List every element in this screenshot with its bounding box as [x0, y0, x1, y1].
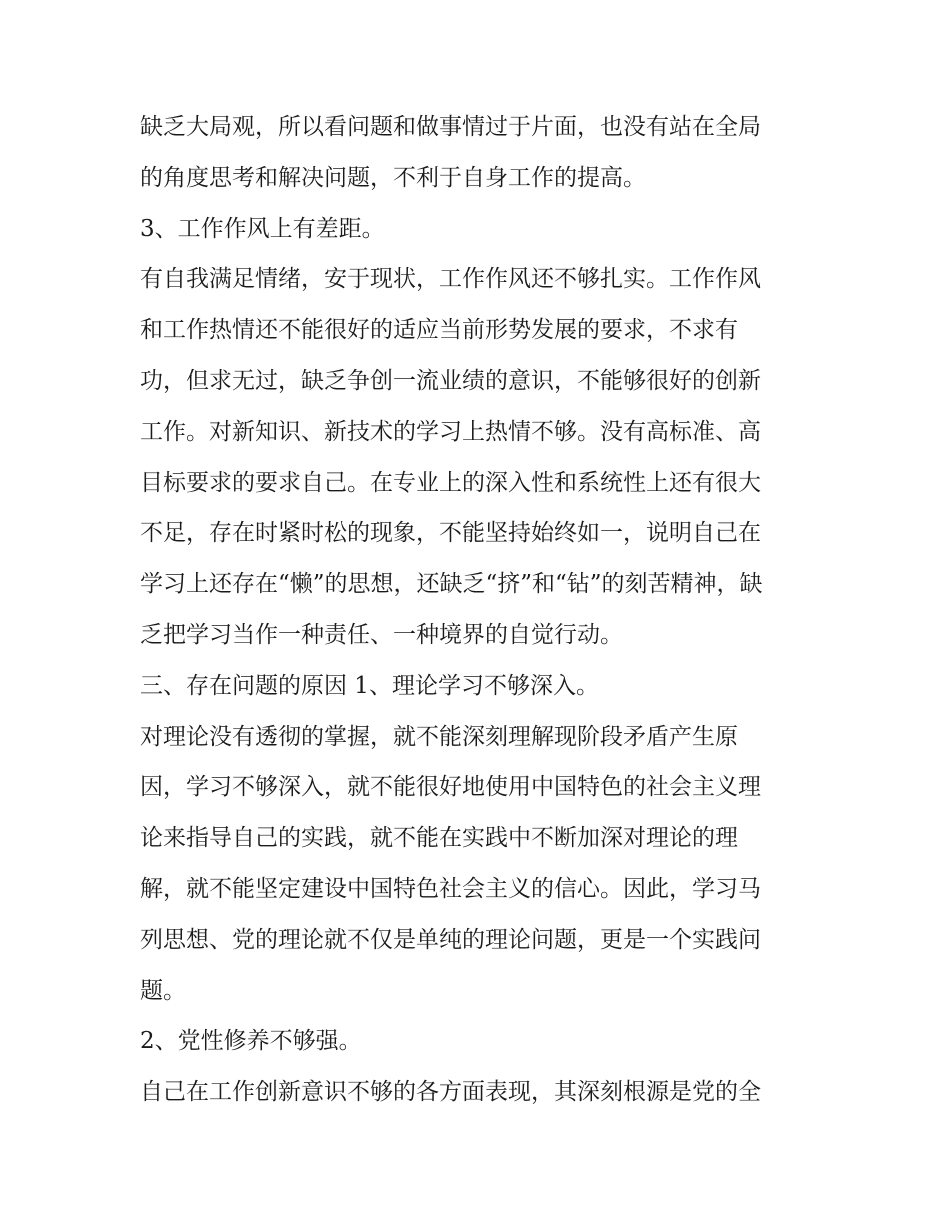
text-line-17: 列思想、党的理论就不仅是单纯的理论问题，更是一个实践问 [140, 926, 761, 953]
text-line-20: 自己在工作创新意识不够的各方面表现，其深刻根源是党的全 [140, 1079, 761, 1106]
text-line-10: 学习上还存在“懒”的思想，还缺乏“挤”和“钻”的刻苦精神，缺 [140, 571, 763, 598]
text-line-6: 功，但求无过，缺乏争创一流业绩的意识，不能够很好的创新 [140, 367, 761, 394]
text-line-4: 有自我满足情绪，安于现状，工作作风还不够扎实。工作作风 [140, 266, 761, 293]
text-line-13: 对理论没有透彻的掌握，就不能深刻理解现阶段矛盾产生原 [140, 723, 738, 750]
text-line-8: 目标要求的要求自己。在专业上的深入性和系统性上还有很大 [140, 469, 761, 496]
text-line-9: 不足，存在时紧时松的现象，不能坚持始终如一，说明自己在 [140, 520, 761, 547]
section-heading-reasons: 三、存在问题的原因 1、理论学习不够深入。 [140, 672, 599, 699]
text-line-15: 论来指导自己的实践，就不能在实践中不断加深对理论的理 [140, 825, 738, 852]
section-heading-2: 2、党性修养不够强。 [140, 1028, 362, 1055]
text-line-11: 乏把学习当作一种责任、一种境界的自觉行动。 [140, 621, 623, 648]
text-line-16: 解，就不能坚定建设中国特色社会主义的信心。因此，学习马 [140, 875, 761, 902]
text-line-14: 因，学习不够深入，就不能很好地使用中国特色的社会主义理 [140, 774, 761, 801]
text-line-2: 的角度思考和解决问题，不利于自身工作的提高。 [140, 164, 646, 191]
text-line-1: 缺乏大局观，所以看问题和做事情过于片面，也没有站在全局 [140, 114, 761, 140]
document-body [140, 102, 820, 1118]
text-line-18: 题。 [140, 977, 186, 1004]
text-line-7: 工作。对新知识、新技术的学习上热情不够。没有高标准、高 [140, 418, 761, 445]
section-heading-3: 3、工作作风上有差距。 [140, 215, 385, 242]
text-line-5: 和工作热情还不能很好的适应当前形势发展的要求，不求有 [140, 317, 738, 344]
